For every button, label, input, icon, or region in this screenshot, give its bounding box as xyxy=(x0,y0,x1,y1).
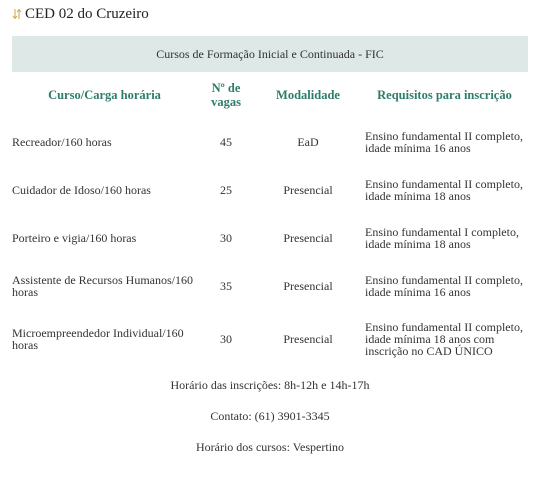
requirements-cell: Ensino fundamental II completo, idade mínima 16 anos xyxy=(365,129,523,155)
requirements-cell: Ensino fundamental I completo, idade mínima 18 anos xyxy=(365,225,519,251)
vacancies-cell: 45 xyxy=(220,135,232,149)
requirements-cell: Ensino fundamental II completo, idade mínima 16 anos xyxy=(365,273,523,299)
column-header-requirements: Requisitos para inscrição xyxy=(377,88,512,102)
table-row xyxy=(12,214,528,262)
modality-cell: Presencial xyxy=(283,332,333,346)
registration-hours: Horário das inscrições: 8h-12h e 14h-17h xyxy=(170,378,370,392)
course-cell: Cuidador de Idoso/160 horas xyxy=(12,183,151,197)
modality-cell: Presencial xyxy=(283,183,333,197)
course-cell: Microempreendedor Individual/160 horas xyxy=(12,326,184,352)
table-row xyxy=(12,118,528,166)
vacancies-cell: 25 xyxy=(220,183,232,197)
vacancies-cell: 35 xyxy=(220,279,232,293)
course-cell: Porteiro e vigia/160 horas xyxy=(12,231,137,245)
modality-cell: Presencial xyxy=(283,279,333,293)
sort-icon[interactable] xyxy=(12,7,22,21)
table-caption: Cursos de Formação Inicial e Continuada - FIC xyxy=(12,36,528,72)
vacancies-cell: 30 xyxy=(220,332,232,346)
page-title: CED 02 do Cruzeiro xyxy=(25,5,149,22)
course-cell: Assistente de Recursos Humanos/160 horas xyxy=(12,273,193,299)
table-row xyxy=(12,310,528,368)
courses-table xyxy=(12,36,528,368)
column-header-course: Curso/Carga horária xyxy=(48,88,161,102)
modality-cell: EaD xyxy=(297,135,319,149)
contact-info: Contato: (61) 3901-3345 xyxy=(210,409,330,423)
course-hours: Horário dos cursos: Vespertino xyxy=(195,440,345,454)
column-header-modality: Modalidade xyxy=(276,88,340,102)
vacancies-cell: 30 xyxy=(220,231,232,245)
course-cell: Recreador/160 horas xyxy=(12,135,112,149)
requirements-cell: Ensino fundamental II completo, idade mínima 18 anos xyxy=(365,177,523,203)
table-row xyxy=(12,166,528,214)
requirements-cell: Ensino fundamental II completo, idade mínima 18 anos com inscrição no CAD ÚNICO xyxy=(365,320,523,358)
modality-cell: Presencial xyxy=(283,231,333,245)
column-header-vacancies: Nº de vagas xyxy=(211,81,241,109)
table-row xyxy=(12,262,528,310)
page-heading xyxy=(12,4,149,24)
